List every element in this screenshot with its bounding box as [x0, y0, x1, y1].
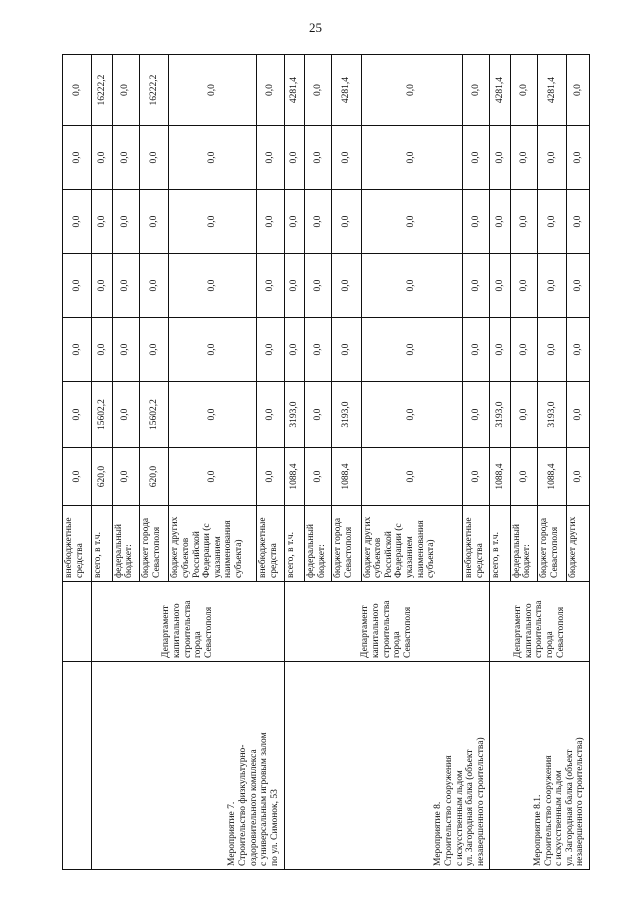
value-cell: 0,0: [284, 126, 304, 190]
text-line: капитального: [371, 603, 382, 658]
value-cell: 0,0: [567, 190, 590, 254]
text-line: внебюджетные: [464, 517, 475, 578]
text-line: средства: [74, 543, 85, 578]
funding-source-cell: [169, 506, 257, 582]
value-cell: 0,0: [63, 318, 92, 382]
total-value-cell: 0,0: [169, 55, 257, 126]
text-line: капитального: [523, 603, 534, 658]
value-cell: 0,0: [139, 190, 168, 254]
total-value-cell: 4281,4: [284, 55, 304, 126]
text-line: с искусственным льдом: [454, 770, 465, 866]
total-value-cell: 4281,4: [538, 55, 567, 126]
funding-source-cell: [332, 506, 361, 582]
value-cell: 0,0: [139, 254, 168, 318]
department-cell: [284, 582, 490, 662]
text-line: незавершенного строительства): [475, 737, 486, 866]
value-cell: 1088,4: [538, 448, 567, 506]
text-line: оздоровительного комплекса: [248, 749, 259, 866]
funding-source-cell: [63, 506, 92, 582]
text-line: Строительство сооружения: [543, 755, 554, 866]
text-line: бюджет:: [124, 544, 135, 578]
value-cell: 0,0: [538, 190, 567, 254]
text-line: по ул. Симонок, 53: [269, 789, 280, 866]
text-line: федеральный: [511, 524, 522, 578]
value-cell: 0,0: [510, 126, 537, 190]
text-line: Департамент: [161, 605, 172, 658]
measure-cell: [63, 662, 92, 870]
value-cell: 0,0: [257, 254, 284, 318]
funding-source-cell: [361, 506, 463, 582]
text-line: всего, в т.ч.: [93, 532, 104, 578]
text-line: указанием: [405, 536, 416, 578]
value-cell: 0,0: [304, 254, 331, 318]
value-cell: 0,0: [63, 254, 92, 318]
value-cell: 0,0: [112, 254, 139, 318]
value-cell: 0,0: [257, 190, 284, 254]
total-value-cell: 0,0: [463, 55, 490, 126]
value-cell: 0,0: [490, 190, 510, 254]
value-cell: 0,0: [112, 382, 139, 448]
text-line: субъектов: [373, 537, 384, 578]
text-line: Севастополя: [549, 526, 560, 578]
value-cell: 1088,4: [332, 448, 361, 506]
funding-source-cell: [463, 506, 490, 582]
total-value-cell: 0,0: [304, 55, 331, 126]
funding-source-cell: [510, 506, 537, 582]
funding-source-cell: [92, 506, 112, 582]
value-cell: 0,0: [112, 448, 139, 506]
funding-source-cell: [304, 506, 331, 582]
funding-source-cell: [567, 506, 590, 582]
value-cell: 3193,0: [332, 382, 361, 448]
value-cell: 1088,4: [490, 448, 510, 506]
value-cell: 0,0: [284, 190, 304, 254]
text-line: Федерации (с: [202, 523, 213, 578]
value-cell: 0,0: [490, 126, 510, 190]
total-value-cell: 16222,2: [139, 55, 168, 126]
measure-cell: [284, 662, 490, 870]
value-cell: 0,0: [112, 126, 139, 190]
value-cell: 0,0: [361, 318, 463, 382]
value-cell: 0,0: [463, 190, 490, 254]
value-cell: 15602,2: [139, 382, 168, 448]
text-line: субъекта): [234, 539, 245, 578]
value-cell: 0,0: [63, 190, 92, 254]
value-cell: 0,0: [304, 318, 331, 382]
funding-table: [62, 54, 590, 870]
text-line: бюджет города: [140, 517, 151, 578]
text-line: Севастополя: [203, 606, 214, 658]
value-cell: 0,0: [567, 382, 590, 448]
value-cell: 0,0: [92, 254, 112, 318]
table-row: [63, 55, 92, 870]
value-cell: 0,0: [332, 318, 361, 382]
total-value-cell: 4281,4: [490, 55, 510, 126]
value-cell: 0,0: [257, 382, 284, 448]
value-cell: 0,0: [257, 126, 284, 190]
text-line: строительства: [182, 600, 193, 658]
page-number: 25: [309, 20, 322, 35]
value-cell: 0,0: [92, 190, 112, 254]
value-cell: 0,0: [63, 448, 92, 506]
funding-source-cell: [284, 506, 304, 582]
value-cell: 0,0: [361, 448, 463, 506]
funding-source-cell: [112, 506, 139, 582]
value-cell: 0,0: [361, 126, 463, 190]
text-line: бюджет других: [362, 516, 373, 578]
text-line: федеральный: [113, 524, 124, 578]
value-cell: 0,0: [139, 126, 168, 190]
value-cell: 0,0: [284, 254, 304, 318]
measure-cell: [490, 662, 590, 870]
value-cell: 0,0: [538, 126, 567, 190]
total-value-cell: 0,0: [63, 55, 92, 126]
value-cell: 0,0: [139, 318, 168, 382]
table-row: [92, 55, 112, 870]
value-cell: 0,0: [567, 318, 590, 382]
text-line: средства: [474, 543, 485, 578]
text-line: всего, в т.ч.: [491, 532, 502, 578]
total-value-cell: 0,0: [567, 55, 590, 126]
value-cell: 0,0: [169, 254, 257, 318]
measure-cell: [92, 662, 284, 870]
value-cell: 0,0: [510, 254, 537, 318]
value-cell: 0,0: [112, 318, 139, 382]
text-line: внебюджетные: [258, 517, 269, 578]
value-cell: 0,0: [169, 318, 257, 382]
total-value-cell: 0,0: [361, 55, 463, 126]
value-cell: 620,0: [92, 448, 112, 506]
text-line: бюджет города: [333, 517, 344, 578]
value-cell: 0,0: [463, 448, 490, 506]
text-line: бюджет города: [539, 517, 550, 578]
text-line: наименования: [415, 520, 426, 578]
text-line: Департамент: [513, 605, 524, 658]
text-line: бюджет:: [316, 544, 327, 578]
total-value-cell: 0,0: [112, 55, 139, 126]
value-cell: 0,0: [169, 190, 257, 254]
value-cell: 0,0: [304, 448, 331, 506]
value-cell: 0,0: [169, 126, 257, 190]
value-cell: 3193,0: [490, 382, 510, 448]
funding-source-cell: [490, 506, 510, 582]
text-line: Севастополя: [151, 526, 162, 578]
value-cell: 0,0: [332, 126, 361, 190]
table-row: [284, 55, 304, 870]
text-line: федеральный: [305, 524, 316, 578]
value-cell: 0,0: [490, 318, 510, 382]
table-body: [63, 55, 590, 870]
text-line: Мероприятие 8.: [433, 801, 444, 866]
text-line: бюджет других: [170, 516, 181, 578]
text-line: указанием: [212, 536, 223, 578]
value-cell: 0,0: [361, 254, 463, 318]
text-line: Департамент: [360, 605, 371, 658]
text-line: ул. Загородная балка (объект: [564, 749, 575, 866]
value-cell: 0,0: [567, 448, 590, 506]
value-cell: 3193,0: [284, 382, 304, 448]
value-cell: 0,0: [257, 448, 284, 506]
text-line: строительства: [381, 600, 392, 658]
value-cell: 0,0: [463, 318, 490, 382]
text-line: с универсальным игровым залом: [259, 732, 270, 866]
value-cell: 0,0: [361, 190, 463, 254]
value-cell: 15602,2: [92, 382, 112, 448]
text-line: бюджет других: [568, 516, 579, 578]
value-cell: 0,0: [63, 382, 92, 448]
value-cell: 0,0: [304, 382, 331, 448]
text-line: внебюджетные: [64, 517, 74, 578]
value-cell: 0,0: [490, 254, 510, 318]
text-line: средства: [268, 543, 279, 578]
value-cell: 0,0: [361, 382, 463, 448]
value-cell: 0,0: [538, 254, 567, 318]
text-line: Российской: [383, 531, 394, 578]
text-line: Севастополя: [555, 606, 566, 658]
text-line: Мероприятие 8.1.: [532, 794, 543, 866]
value-cell: 0,0: [332, 254, 361, 318]
value-cell: 0,0: [304, 126, 331, 190]
value-cell: 0,0: [332, 190, 361, 254]
funding-source-cell: [139, 506, 168, 582]
text-line: города: [545, 631, 555, 658]
value-cell: 0,0: [463, 126, 490, 190]
text-line: Строительство физкультурно-: [238, 744, 249, 866]
value-cell: 0,0: [567, 126, 590, 190]
text-line: строительства: [534, 600, 545, 658]
value-cell: 0,0: [510, 318, 537, 382]
value-cell: 0,0: [257, 318, 284, 382]
text-line: с искусственным льдом: [554, 770, 565, 866]
funding-source-cell: [257, 506, 284, 582]
value-cell: 0,0: [169, 448, 257, 506]
text-line: субъектов: [180, 537, 191, 578]
value-cell: 0,0: [92, 318, 112, 382]
text-line: Строительство сооружения: [443, 755, 454, 866]
value-cell: 0,0: [463, 382, 490, 448]
text-line: ул. Загородная балка (объект: [465, 749, 476, 866]
table-row: [490, 55, 510, 870]
text-line: Севастополя: [402, 606, 413, 658]
total-value-cell: 0,0: [510, 55, 537, 126]
value-cell: 0,0: [284, 318, 304, 382]
text-line: всего, в т.ч.: [285, 532, 296, 578]
value-cell: 0,0: [510, 448, 537, 506]
value-cell: 0,0: [510, 382, 537, 448]
value-cell: 0,0: [169, 382, 257, 448]
value-cell: 620,0: [139, 448, 168, 506]
department-cell: [92, 582, 284, 662]
total-value-cell: 16222,2: [92, 55, 112, 126]
value-cell: 0,0: [112, 190, 139, 254]
text-line: Российской: [191, 531, 202, 578]
total-value-cell: 0,0: [257, 55, 284, 126]
text-line: бюджет:: [522, 544, 533, 578]
text-line: Севастополя: [343, 526, 354, 578]
total-value-cell: 4281,4: [332, 55, 361, 126]
text-line: капитального: [172, 603, 182, 658]
department-cell: [490, 582, 590, 662]
value-cell: 0,0: [538, 318, 567, 382]
value-cell: 0,0: [567, 254, 590, 318]
value-cell: 3193,0: [538, 382, 567, 448]
value-cell: 1088,4: [284, 448, 304, 506]
text-line: незавершенного строительства): [575, 737, 586, 866]
rotated-table-container: [62, 55, 590, 870]
text-line: города: [193, 631, 204, 658]
funding-source-cell: [538, 506, 567, 582]
text-line: субъекта): [426, 539, 437, 578]
department-cell: [63, 582, 92, 662]
value-cell: 0,0: [92, 126, 112, 190]
value-cell: 0,0: [63, 126, 92, 190]
text-line: города: [392, 631, 403, 658]
value-cell: 0,0: [510, 190, 537, 254]
value-cell: 0,0: [463, 254, 490, 318]
text-line: наименования: [223, 520, 234, 578]
text-line: Федерации (с: [394, 523, 405, 578]
text-line: Мероприятие 7.: [227, 801, 238, 866]
value-cell: 0,0: [304, 190, 331, 254]
